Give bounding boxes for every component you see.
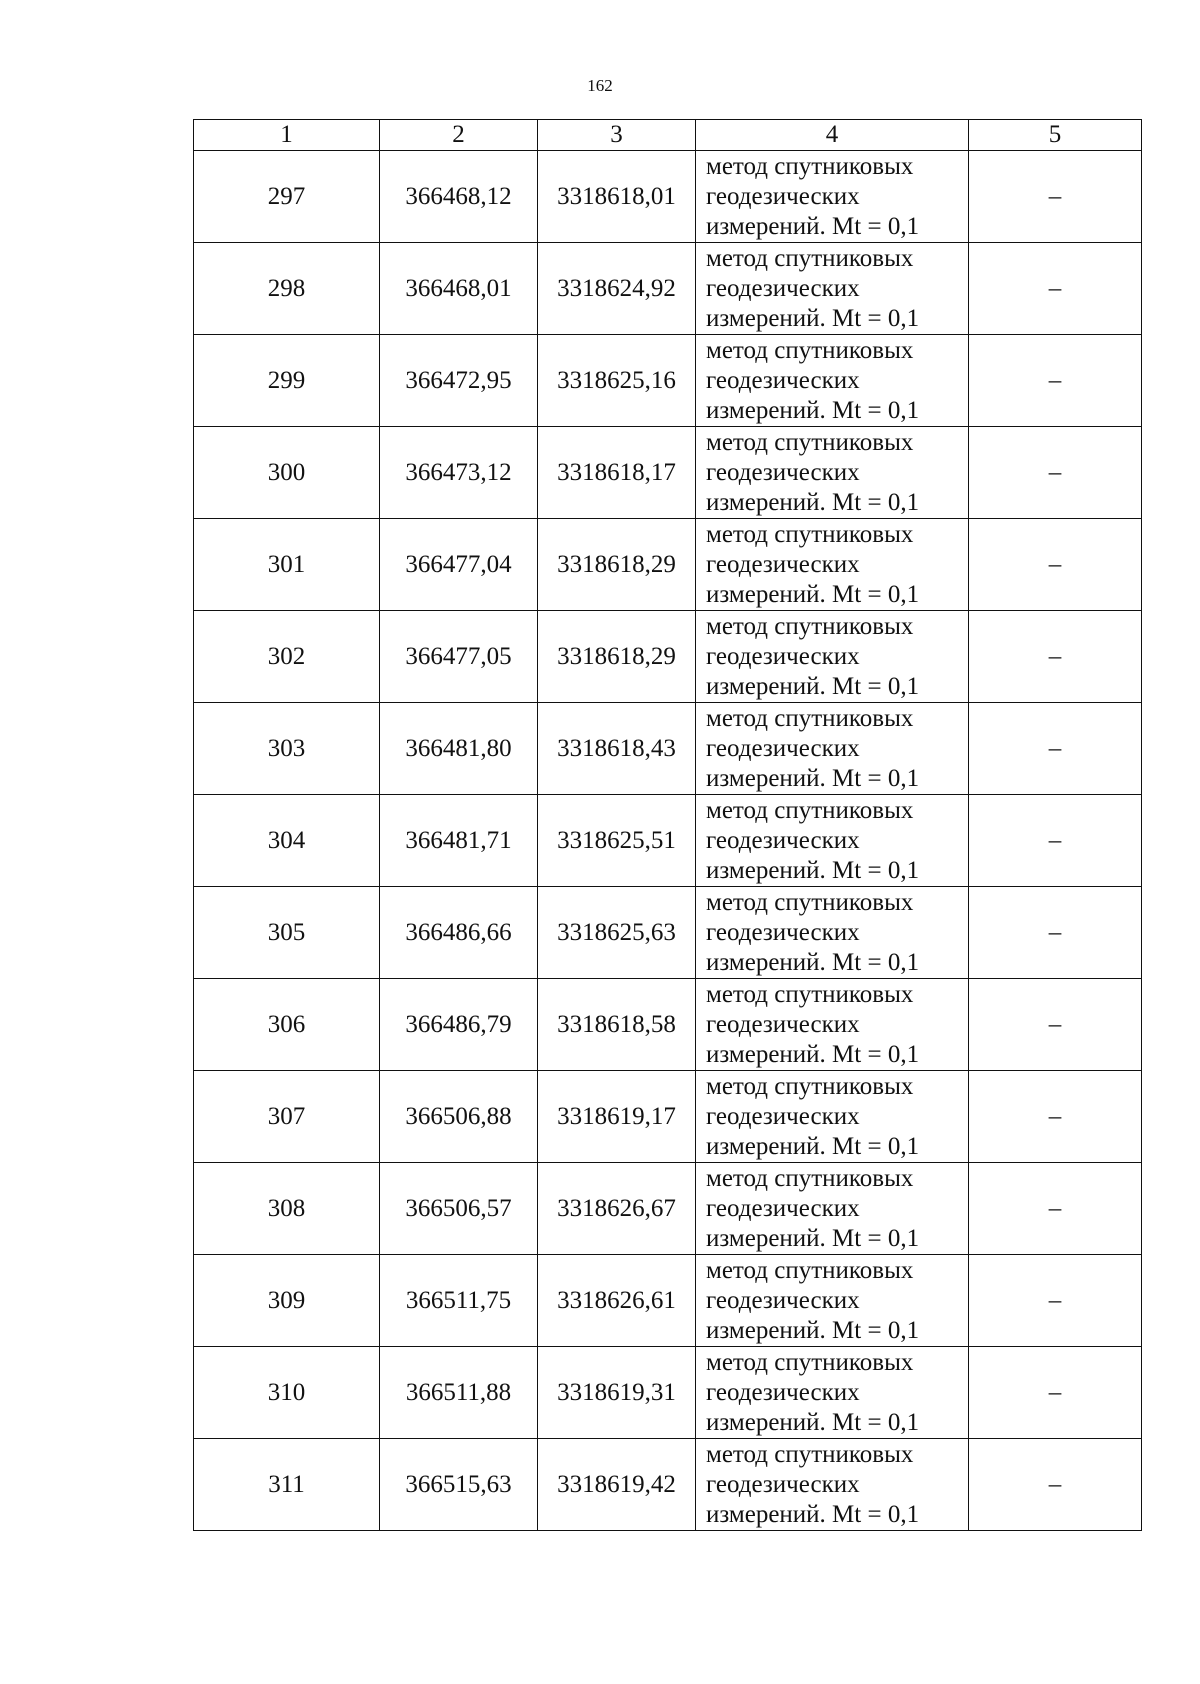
method-cell	[696, 1071, 969, 1163]
point-number-cell: 298	[194, 243, 380, 335]
point-number-cell: 297	[194, 151, 380, 243]
table-row	[194, 335, 1142, 427]
point-number-cell: 311	[194, 1439, 380, 1531]
header-cell-3: 3	[538, 120, 696, 151]
y-coordinate-cell: 3318625,16	[538, 335, 696, 427]
note-cell: –	[969, 151, 1142, 243]
point-number-cell: 306	[194, 979, 380, 1071]
x-coordinate-cell: 366515,63	[380, 1439, 538, 1531]
method-line: метод спутниковых	[706, 704, 914, 732]
method-line: геодезических	[706, 1286, 860, 1314]
method-cell	[696, 1163, 969, 1255]
method-cell	[696, 1439, 969, 1531]
table-row	[194, 1255, 1142, 1347]
method-line: измерений. Mt = 0,1	[706, 212, 920, 240]
point-number-cell: 307	[194, 1071, 380, 1163]
header-cell-5: 5	[969, 120, 1142, 151]
method-line: метод спутниковых	[706, 1164, 914, 1192]
method-line: измерений. Mt = 0,1	[706, 672, 920, 700]
note-cell: –	[969, 519, 1142, 611]
x-coordinate-cell: 366477,05	[380, 611, 538, 703]
method-cell	[696, 1347, 969, 1439]
header-row	[194, 120, 1142, 151]
x-coordinate-cell: 366481,80	[380, 703, 538, 795]
table-row	[194, 1071, 1142, 1163]
y-coordinate-cell: 3318618,43	[538, 703, 696, 795]
method-line: измерений. Mt = 0,1	[706, 304, 920, 332]
method-line: измерений. Mt = 0,1	[706, 856, 920, 884]
method-line: геодезических	[706, 274, 860, 302]
note-cell: –	[969, 335, 1142, 427]
note-cell: –	[969, 887, 1142, 979]
method-cell	[696, 335, 969, 427]
y-coordinate-cell: 3318618,29	[538, 611, 696, 703]
method-line: измерений. Mt = 0,1	[706, 948, 920, 976]
method-cell	[696, 1255, 969, 1347]
note-cell: –	[969, 1347, 1142, 1439]
method-cell	[696, 887, 969, 979]
table-row	[194, 887, 1142, 979]
table-row	[194, 1163, 1142, 1255]
x-coordinate-cell: 366511,88	[380, 1347, 538, 1439]
method-line: метод спутниковых	[706, 1348, 914, 1376]
method-cell	[696, 519, 969, 611]
header-cell-2: 2	[380, 120, 538, 151]
point-number-cell: 308	[194, 1163, 380, 1255]
note-cell: –	[969, 243, 1142, 335]
x-coordinate-cell: 366468,12	[380, 151, 538, 243]
method-cell	[696, 611, 969, 703]
note-cell: –	[969, 1439, 1142, 1531]
method-line: измерений. Mt = 0,1	[706, 1408, 920, 1436]
table-row	[194, 703, 1142, 795]
table-row	[194, 427, 1142, 519]
method-line: измерений. Mt = 0,1	[706, 1132, 920, 1160]
table-row	[194, 243, 1142, 335]
method-cell	[696, 243, 969, 335]
y-coordinate-cell: 3318618,17	[538, 427, 696, 519]
method-line: измерений. Mt = 0,1	[706, 1040, 920, 1068]
x-coordinate-cell: 366468,01	[380, 243, 538, 335]
x-coordinate-cell: 366481,71	[380, 795, 538, 887]
method-line: геодезических	[706, 1010, 860, 1038]
x-coordinate-cell: 366472,95	[380, 335, 538, 427]
table-row	[194, 795, 1142, 887]
method-line: геодезических	[706, 1378, 860, 1406]
table-row	[194, 1439, 1142, 1531]
note-cell: –	[969, 979, 1142, 1071]
note-cell: –	[969, 1255, 1142, 1347]
method-line: геодезических	[706, 642, 860, 670]
table-row	[194, 519, 1142, 611]
y-coordinate-cell: 3318625,51	[538, 795, 696, 887]
header-cell-1: 1	[194, 120, 380, 151]
method-line: геодезических	[706, 1102, 860, 1130]
y-coordinate-cell: 3318619,42	[538, 1439, 696, 1531]
method-line: метод спутниковых	[706, 1072, 914, 1100]
method-line: измерений. Mt = 0,1	[706, 1500, 920, 1528]
y-coordinate-cell: 3318618,01	[538, 151, 696, 243]
method-line: измерений. Mt = 0,1	[706, 396, 920, 424]
point-number-cell: 303	[194, 703, 380, 795]
point-number-cell: 305	[194, 887, 380, 979]
table-row	[194, 979, 1142, 1071]
method-line: измерений. Mt = 0,1	[706, 764, 920, 792]
y-coordinate-cell: 3318626,61	[538, 1255, 696, 1347]
method-line: геодезических	[706, 1194, 860, 1222]
method-cell	[696, 979, 969, 1071]
point-number-cell: 301	[194, 519, 380, 611]
y-coordinate-cell: 3318624,92	[538, 243, 696, 335]
page-number: 162	[587, 76, 613, 95]
y-coordinate-cell: 3318619,17	[538, 1071, 696, 1163]
method-line: геодезических	[706, 458, 860, 486]
x-coordinate-cell: 366486,79	[380, 979, 538, 1071]
y-coordinate-cell: 3318618,29	[538, 519, 696, 611]
note-cell: –	[969, 1163, 1142, 1255]
method-line: метод спутниковых	[706, 1256, 914, 1284]
y-coordinate-cell: 3318625,63	[538, 887, 696, 979]
x-coordinate-cell: 366511,75	[380, 1255, 538, 1347]
y-coordinate-cell: 3318626,67	[538, 1163, 696, 1255]
point-number-cell: 300	[194, 427, 380, 519]
y-coordinate-cell: 3318618,58	[538, 979, 696, 1071]
method-cell	[696, 795, 969, 887]
note-cell: –	[969, 1071, 1142, 1163]
x-coordinate-cell: 366477,04	[380, 519, 538, 611]
x-coordinate-cell: 366486,66	[380, 887, 538, 979]
method-line: метод спутниковых	[706, 612, 914, 640]
table-header	[194, 120, 1142, 151]
method-line: метод спутниковых	[706, 428, 914, 456]
method-line: метод спутниковых	[706, 1440, 914, 1468]
point-number-cell: 309	[194, 1255, 380, 1347]
method-line: геодезических	[706, 1470, 860, 1498]
note-cell: –	[969, 795, 1142, 887]
method-cell	[696, 703, 969, 795]
method-line: измерений. Mt = 0,1	[706, 580, 920, 608]
table-row	[194, 1347, 1142, 1439]
method-line: геодезических	[706, 734, 860, 762]
coordinates-table	[193, 119, 1142, 1531]
point-number-cell: 299	[194, 335, 380, 427]
method-line: геодезических	[706, 918, 860, 946]
x-coordinate-cell: 366506,88	[380, 1071, 538, 1163]
table-row	[194, 611, 1142, 703]
method-line: метод спутниковых	[706, 244, 914, 272]
method-line: геодезических	[706, 182, 860, 210]
method-line: метод спутниковых	[706, 980, 914, 1008]
method-line: метод спутниковых	[706, 796, 914, 824]
method-line: геодезических	[706, 550, 860, 578]
method-line: метод спутниковых	[706, 520, 914, 548]
method-cell	[696, 427, 969, 519]
method-line: метод спутниковых	[706, 336, 914, 364]
note-cell: –	[969, 427, 1142, 519]
point-number-cell: 310	[194, 1347, 380, 1439]
table-row	[194, 151, 1142, 243]
note-cell: –	[969, 611, 1142, 703]
table-body	[194, 151, 1142, 1531]
method-line: метод спутниковых	[706, 888, 914, 916]
method-line: измерений. Mt = 0,1	[706, 1224, 920, 1252]
method-line: геодезических	[706, 366, 860, 394]
method-cell	[696, 151, 969, 243]
note-cell: –	[969, 703, 1142, 795]
method-line: метод спутниковых	[706, 152, 914, 180]
method-line: геодезических	[706, 826, 860, 854]
x-coordinate-cell: 366473,12	[380, 427, 538, 519]
method-line: измерений. Mt = 0,1	[706, 1316, 920, 1344]
point-number-cell: 304	[194, 795, 380, 887]
method-line: измерений. Mt = 0,1	[706, 488, 920, 516]
y-coordinate-cell: 3318619,31	[538, 1347, 696, 1439]
point-number-cell: 302	[194, 611, 380, 703]
x-coordinate-cell: 366506,57	[380, 1163, 538, 1255]
header-cell-4: 4	[696, 120, 969, 151]
